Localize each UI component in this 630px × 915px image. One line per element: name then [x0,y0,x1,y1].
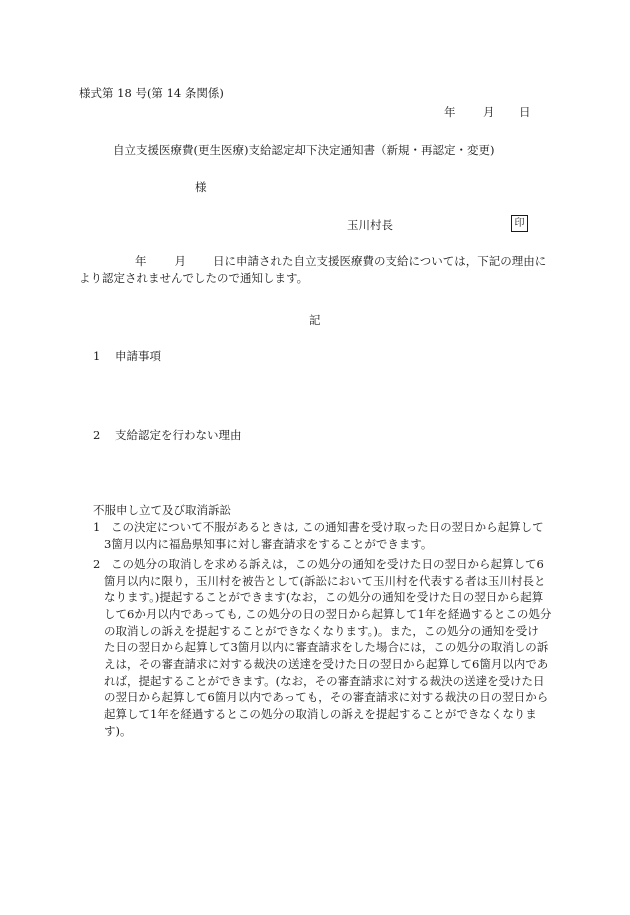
appeal-item-number: 1 [93,520,101,534]
appeal-item-line: た日の翌日から起算して3箇月以内に審査請求をした場合には，この処分の取消しの訴 [104,640,549,655]
appeal-item-line: 3箇月以内に福島県知事に対し審査請求をすることができます。 [104,536,433,551]
intro-month: 月 [174,254,186,268]
appeal-item-line: す)。 [104,723,132,738]
section-number: 1 [93,349,101,363]
appeal-item-line: この決定について不服があるときは, この通知書を受け取った日の翌日から起算して [111,520,544,534]
document-title: 自立支援医療費(更生医療)支給認定却下決定通知書（新規・再認定・変更) [113,143,495,157]
form-number: 様式第 18 号(第 14 条関係) [79,86,224,100]
date-year-label: 年 [444,105,456,119]
intro-year: 年 [135,254,147,268]
section-label: 申請事項 [115,349,161,363]
appeal-heading: 不服申し立て及び取消訴訟 [93,503,231,517]
seal-mark: 印 [511,215,528,232]
date-month-label: 月 [483,105,495,119]
intro-paragraph [79,253,551,286]
section-number: 2 [93,428,101,442]
appeal-item [93,556,553,739]
appeal-item [93,519,553,552]
appeal-item-line: れば，提起することができます。(なお，その審査請求に対する裁決の送達を受けた日 [104,673,545,688]
appeal-item-line: なります。)提起することができます(なお，この処分の通知を受けた日の翌日から起算 [104,590,544,605]
intro-text: 日に申請された自立支援医療費の支給については，下記の理由により認定されませんでしたので通知します。 [79,254,547,285]
section-application-items [93,348,161,365]
appeal-item-line: この処分の取消しを求める訴えは，この処分の通知を受けた日の翌日から起算して6 [111,557,544,571]
section-rejection-reason [93,427,242,444]
addressee-suffix: 様 [195,180,207,194]
appeal-item-line: 箇月以内に限り，玉川村を被告として(訴訟において玉川村を代表する者は玉川村長と [104,573,546,588]
appeal-item-line: の翌日から起算して6箇月以内であっても，その審査請求に対する裁決の日の翌日から [104,690,549,705]
issuer-name: 玉川村長 [347,218,393,232]
date-line [444,104,531,121]
section-label: 支給認定を行わない理由 [115,428,242,442]
appeal-item-number: 2 [93,557,101,571]
appeal-item-line: 起算して1年を経過するとこの処分の取消しの訴えを提起することができなくなりま [104,707,537,722]
ki-heading: 記 [309,313,321,327]
appeal-item-line: の取消しの訴えを提起することができなくなります。)。また，この処分の通知を受け [104,623,539,638]
appeal-item-line: して6か月以内であっても, この処分の日の翌日から起算して1年を経過するとこの処分 [104,607,552,622]
date-day-label: 日 [519,105,531,119]
appeal-item-line: えは，その審査請求に対する裁決の送達を受けた日の翌日から起算して6箇月以内であ [104,657,549,672]
